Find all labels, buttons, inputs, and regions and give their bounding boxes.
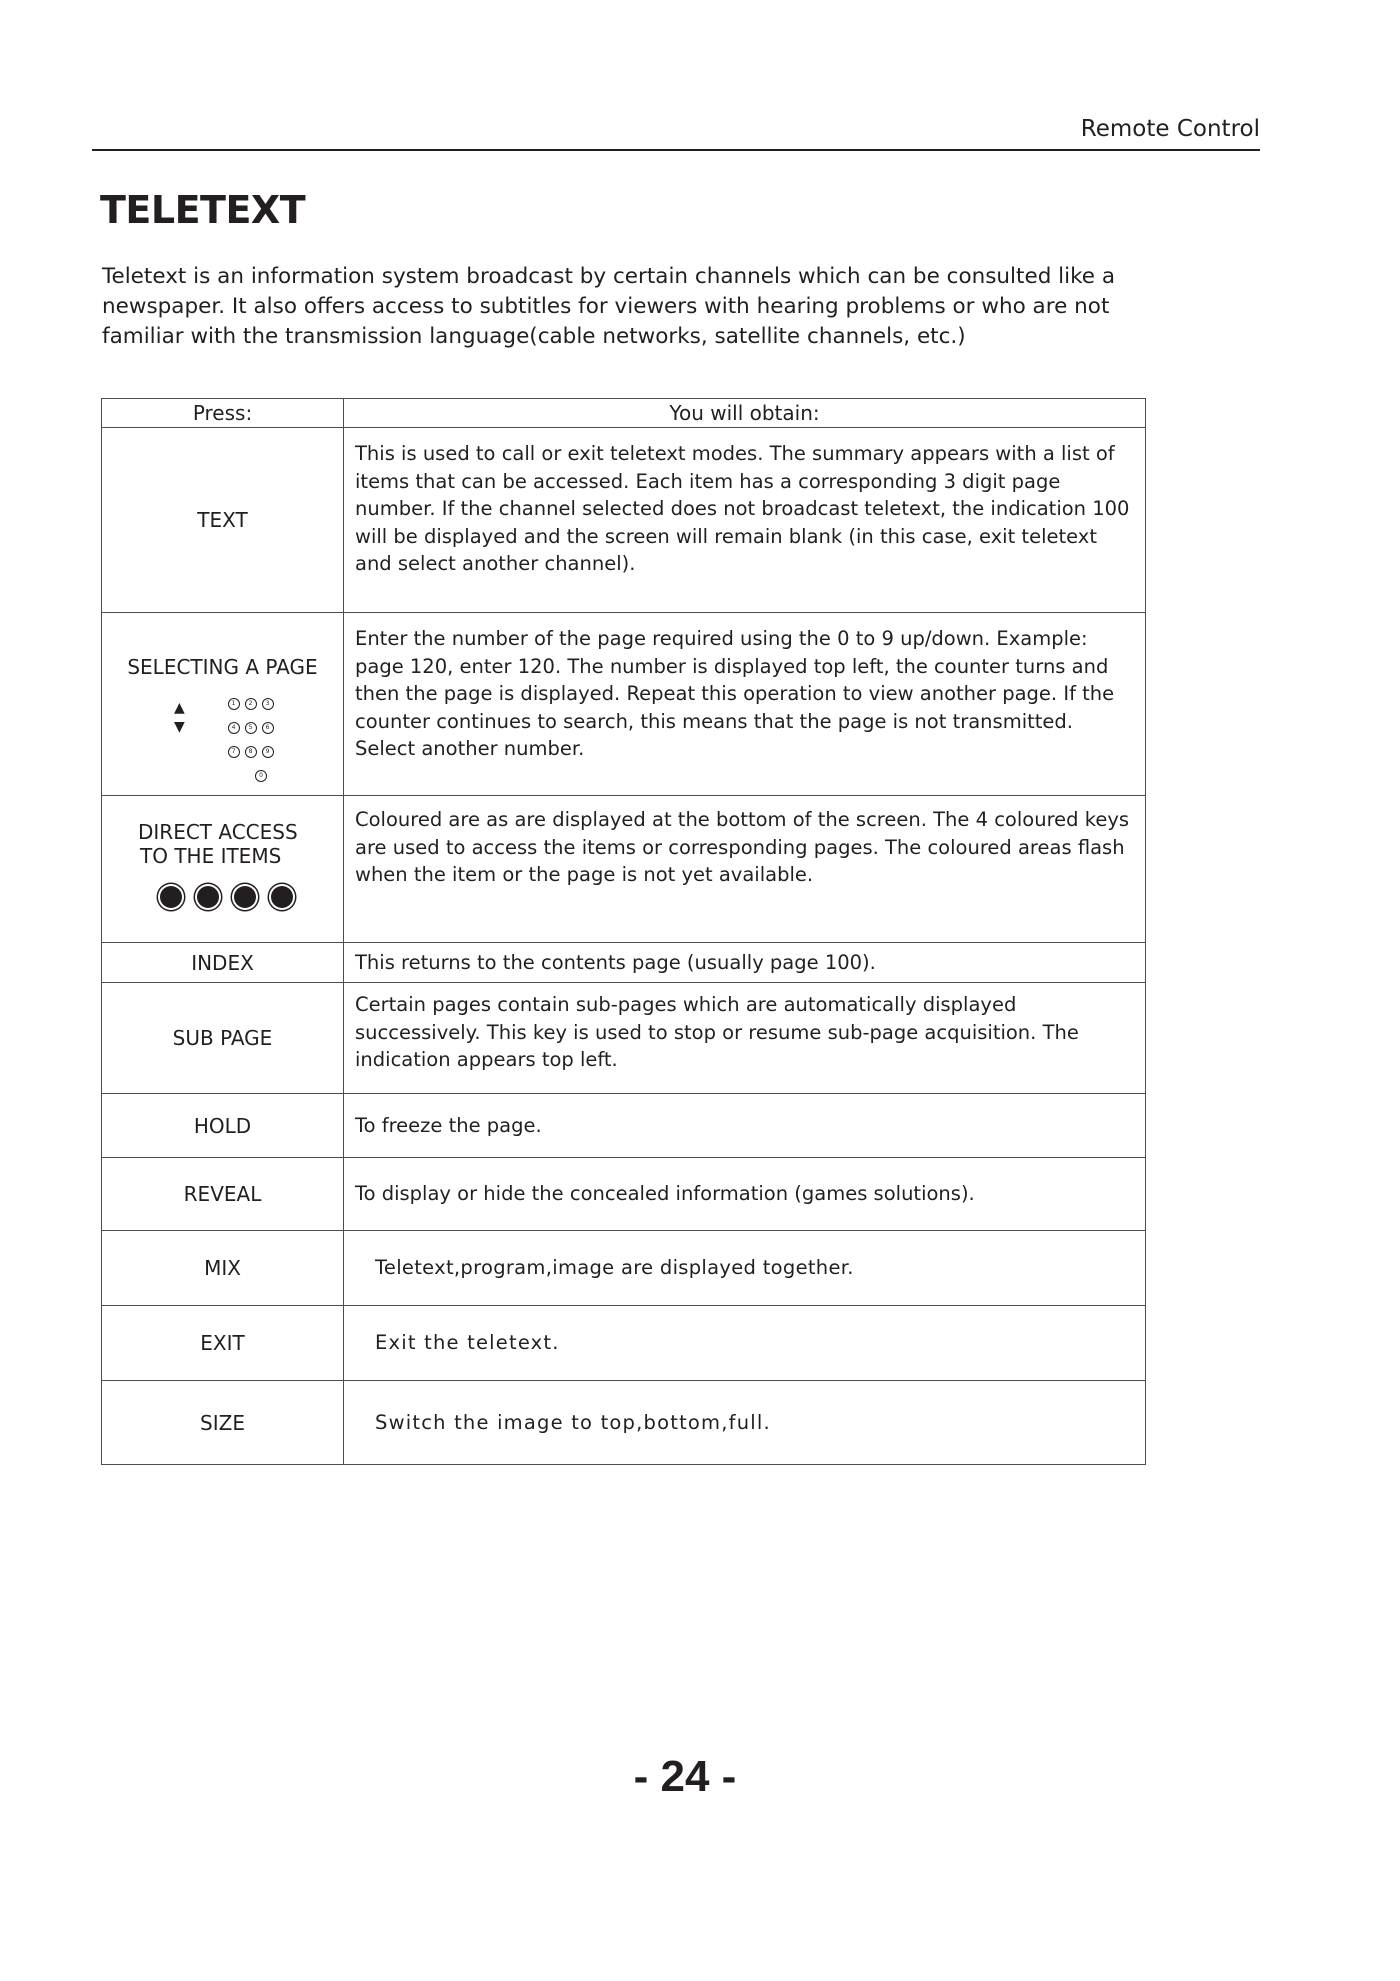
numpad-key-icon: 6 — [262, 722, 274, 734]
desc-sub-page: Certain pages contain sub-pages which are automatically displayed successively. This key is used to stop or resume sub-page acquisition. The indication appears top left. — [344, 983, 1146, 1094]
colour-key-icon — [271, 886, 293, 908]
key-sub-page: SUB PAGE — [102, 983, 344, 1094]
numpad-key-icon: 2 — [245, 698, 257, 710]
table-row — [102, 943, 1146, 983]
table-header-row — [102, 399, 1146, 428]
key-exit: EXIT — [102, 1306, 344, 1381]
key-mix: MIX — [102, 1231, 344, 1306]
desc-reveal: To display or hide the concealed information (games solutions). — [344, 1158, 1146, 1231]
intro-paragraph: Teletext is an information system broadcast by certain channels which can be consulted like a newspaper. It also offers access to subtitles for viewers with hearing problems or who are not familiar with the transmission language(cable networks, satellite channels, etc.) — [102, 264, 1116, 349]
desc-index: This returns to the contents page (usually page 100). — [344, 943, 1146, 983]
numpad-key-icon: 0 — [255, 770, 267, 782]
table-row — [102, 796, 1146, 943]
key-hold: HOLD — [102, 1094, 344, 1158]
numpad-key-icon: 3 — [262, 698, 274, 710]
key-reveal: REVEAL — [102, 1158, 344, 1231]
key-direct-access-line2: TO THE ITEMS — [140, 844, 282, 868]
key-size: SIZE — [102, 1381, 344, 1465]
colour-key-icon — [234, 886, 256, 908]
key-selecting-page: SELECTING A PAGE — [127, 655, 318, 679]
arrow-up-icon: ▲ — [174, 700, 185, 716]
colour-key-icon — [160, 886, 182, 908]
table-row — [102, 428, 1146, 613]
desc-hold: To freeze the page. — [344, 1094, 1146, 1158]
numpad-key-icon: 9 — [262, 746, 274, 758]
desc-mix: Teletext,program,image are displayed together. — [344, 1231, 1146, 1306]
key-index: INDEX — [102, 943, 344, 983]
numpad-key-icon: 5 — [245, 722, 257, 734]
table-row — [102, 1094, 1146, 1158]
numpad-key-icon: 8 — [245, 746, 257, 758]
table-row — [102, 1231, 1146, 1306]
table-row — [102, 983, 1146, 1094]
key-direct-access — [138, 820, 298, 868]
arrow-down-icon: ▼ — [174, 719, 185, 735]
teletext-keys-table — [101, 398, 1146, 1465]
desc-size: Switch the image to top,bottom,full. — [344, 1381, 1146, 1465]
key-selecting-page-cell — [102, 613, 344, 796]
table-row — [102, 1306, 1146, 1381]
desc-direct-access: Coloured are as are displayed at the bottom of the screen. The 4 coloured keys are used to access the items or corresponding pages. The coloured areas flash when the item or the page is not yet available. — [344, 796, 1146, 943]
column-header-obtain: You will obtain: — [344, 399, 1146, 428]
key-direct-access-line1: DIRECT ACCESS — [138, 820, 298, 844]
colour-key-icon — [197, 886, 219, 908]
column-header-press: Press: — [102, 399, 344, 428]
table-row — [102, 613, 1146, 796]
up-down-arrows — [174, 699, 185, 737]
page-title: TELETEXT — [100, 188, 306, 232]
section-label: Remote Control — [1080, 116, 1260, 142]
numpad-key-icon: 1 — [228, 698, 240, 710]
header-divider — [92, 149, 1260, 151]
page-number: - 24 - — [633, 1752, 737, 1801]
key-direct-access-cell — [102, 796, 344, 943]
desc-selecting-page: Enter the number of the page required using the 0 to 9 up/down. Example: page 120, enter 120. The number is displayed top left, the counter turns and then the page is displayed. Repeat this operation to view another page. If the counter continues to search, this means that the page is not transmitted. Select another number. — [344, 613, 1146, 796]
key-text: TEXT — [102, 428, 344, 613]
numpad-key-icon: 4 — [228, 722, 240, 734]
table-row — [102, 1158, 1146, 1231]
desc-exit: Exit the teletext. — [344, 1306, 1146, 1381]
colour-keys-icon — [160, 886, 308, 913]
numpad-icon — [223, 698, 283, 794]
desc-text: This is used to call or exit teletext modes. The summary appears with a list of items that can be accessed. Each item has a corresponding 3 digit page number. If the channel selected does not broadcast teletext, the indication 100 will be displayed and the screen will remain blank (in this case, exit teletext and select another channel). — [344, 428, 1146, 613]
table-row — [102, 1381, 1146, 1465]
numpad-key-icon: 7 — [228, 746, 240, 758]
